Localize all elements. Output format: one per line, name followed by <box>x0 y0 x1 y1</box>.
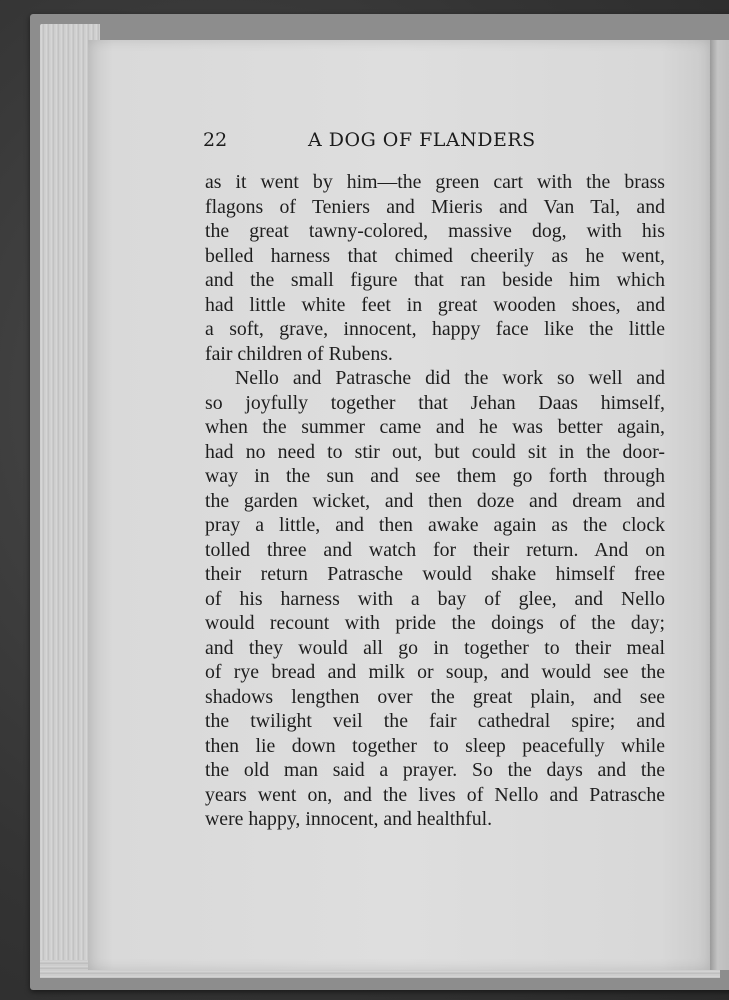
text-line: the twilight veil the fair cathedral spire; and <box>205 710 665 732</box>
text-line: flagons of Teniers and Mieris and Van Tal, and <box>205 195 665 218</box>
text-line: of rye bread and milk or soup, and would see the <box>205 661 665 683</box>
text-line: as it went by him—the green cart with the brass <box>205 171 665 193</box>
text-line: and the small figure that ran beside him which <box>205 269 665 291</box>
text-line: the garden wicket, and then doze and dream and <box>205 489 665 512</box>
text-line: shadows lengthen over the great plain, and see <box>205 685 665 708</box>
text-line: so joyfully together that Jehan Daas himself, <box>205 391 665 414</box>
text-line: of his harness with a bay of glee, and Nello <box>205 587 665 610</box>
paragraph-1 <box>205 170 665 366</box>
text-line: years went on, and the lives of Nello and Patrasche <box>205 783 665 806</box>
text-line: the old man said a prayer. So the days and the <box>205 759 665 781</box>
text-line: were happy, innocent, and healthful. <box>205 808 493 830</box>
text-line: and they would all go in together to their meal <box>205 636 665 659</box>
text-line: Nello and Patrasche did the work so well and <box>235 367 665 389</box>
text-line: when the summer came and he was better again, <box>205 416 665 438</box>
body-text <box>205 170 665 832</box>
text-line: tolled three and watch for their return. And on <box>205 538 665 561</box>
text-line: belled harness that chimed cheerily as he went, <box>205 244 665 267</box>
text-line: pray a little, and then awake again as the clock <box>205 514 665 536</box>
text-line: way in the sun and see them go forth through <box>205 465 665 487</box>
text-line: then lie down together to sleep peacefully while <box>205 734 665 757</box>
text-line: fair children of Rubens. <box>205 342 393 365</box>
text-line: the great tawny-colored, massive dog, with his <box>205 220 665 242</box>
text-line: had no need to stir out, but could sit in the door- <box>205 440 665 463</box>
book-title: A DOG OF FLANDERS <box>308 129 536 151</box>
text-line: would recount with pride the doings of the day; <box>205 612 665 634</box>
paragraph-2 <box>205 366 665 832</box>
facing-page-edge <box>710 40 729 970</box>
text-line: had little white feet in great wooden shoes, and <box>205 293 665 316</box>
page-number: 22 <box>203 129 228 151</box>
text-line: their return Patrasche would shake himself free <box>205 563 665 585</box>
text-line: a soft, grave, innocent, happy face like the little <box>205 318 665 340</box>
running-head <box>203 127 663 157</box>
